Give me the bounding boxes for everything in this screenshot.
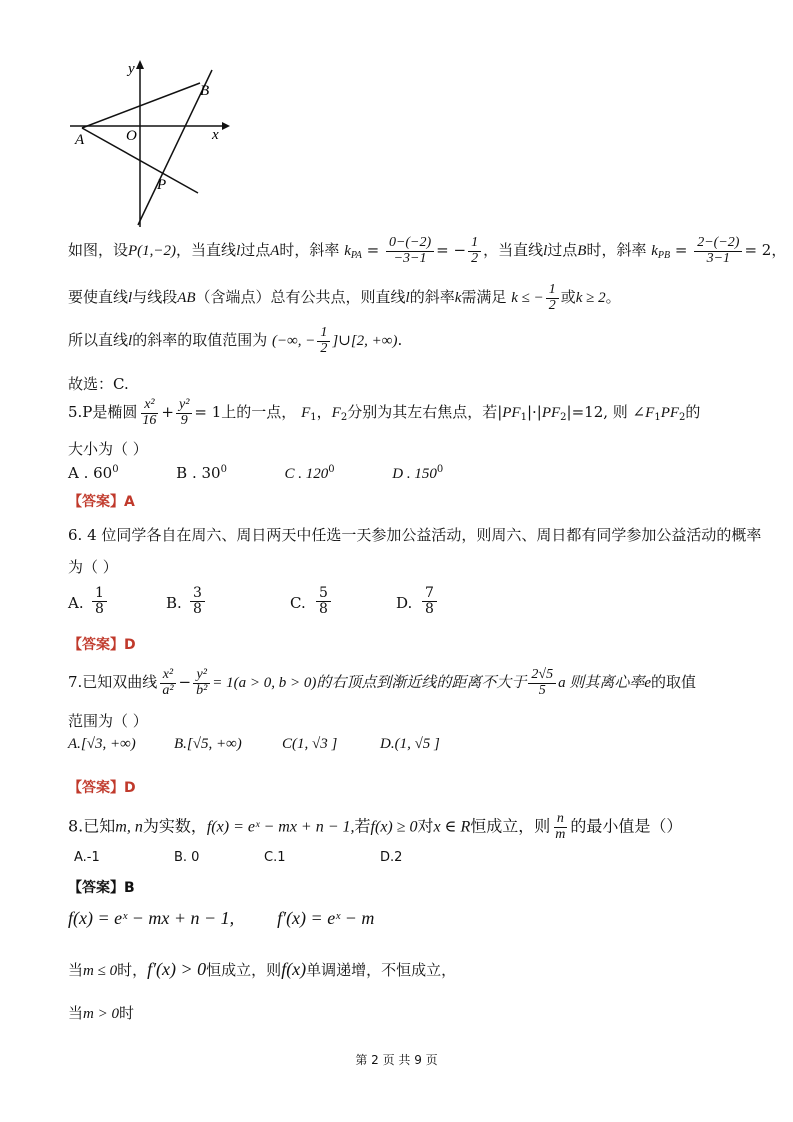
q7-option-c: C(1, √3 ] [282,736,338,752]
label-P: P [157,177,167,193]
q4-line-1: 如图，设P(1,−2)，当直线l过点A时，斜率 $k_{PA}$ = $\frac{0-(-2)}{-3-1}$ = − $\frac{1}{2}$ ，当直线l过点B时，斜率 $k_{PB}$ = $\frac{2-(-2)}{3-1}$ = 2， [68,235,787,266]
q7-answer: 【答案】D [68,780,136,796]
y-axis-arrow [136,60,144,69]
q7-stem: 7.已知双曲线 $\frac{\text{x²}}{\text{a²}}$ − $\frac{\text{y²}}{\text{b²}}$ = 1(a > 0, b > 0)的右顶点到渐近线的距离不大于 $\frac{2√5}{5}$ a 则其离心率e的取值 [68,667,697,698]
q8-frac: $\frac{n}{m}$ [555,811,566,842]
q8-answer: 【答案】B [68,880,135,896]
label-A: A [75,132,85,148]
q5-frac-y: $\frac{\text{y²}}{9}$ [176,398,192,428]
q6-frac-d: $\frac{7}{8}$ [422,586,437,616]
q6-option-a: A. [68,594,84,612]
q5-option-d: D . $150^0$ [392,464,444,482]
q7-option-b: B.[√5, +∞) [174,736,242,752]
q7-frac-y: $\frac{\text{y²}}{\text{b²}}$ [193,668,210,698]
q4-line-3: 所以直线l的斜率的取值范围为 (−∞, − $\frac{1}{2}$ ]∪[2, +∞). [68,325,403,356]
q6-frac-c: $\frac{5}{8}$ [316,586,331,616]
q6-options [68,586,568,626]
q6-stem: 6. 4 位同学各自在周六、周日两天中任选一天参加公益活动，则周六、周日都有同学参加公益活动的概率 [68,526,762,544]
q8-option-d: D.2 [380,850,403,865]
q5-option-c: C . $120^0$ [284,464,335,482]
q6-stem-2: 为（ ） [68,558,118,576]
label-O: O [126,128,137,144]
q6-frac-a: $\frac{1}{8}$ [92,586,107,616]
q6-frac-b: $\frac{3}{8}$ [190,586,205,616]
q7-frac-x: $\frac{\text{x²}}{\text{a²}}$ [159,668,176,698]
q6-answer: 【答案】D [68,637,136,653]
page-footer: 第 2 页 共 9 页 [355,1053,438,1067]
q8-options [74,850,434,872]
q8-option-b: B. 0 [174,850,200,865]
q5-option-b: B . $30^0$ [176,464,227,482]
q5-options [68,464,443,483]
q5-answer: 【答案】A [68,494,135,510]
q7-frac-dist: $\frac{2√5}{5}$ [528,668,556,698]
q8-stem: 8.已知m, n为实数，f(x) = eˣ − mx + n − 1,若f(x) ≥ 0对x ∈ R恒成立，则 $\frac{n}{m}$ 的最小值是（） [68,811,683,842]
kpb-fraction: $\frac{2-(-2)}{3-1}$ [694,236,742,266]
label-B: B [200,83,210,99]
label-y: y [128,61,135,77]
q8-derivation-2: 当m ≤ 0时，f′(x) > 0恒成立，则f(x)单调递增，不恒成立， [68,959,457,979]
q7-option-d: D.(1, √5 ] [380,736,440,752]
q7-option-a: A.[√3, +∞) [68,736,136,752]
q6-option-c: C. [290,594,306,612]
range-fraction: $\frac{1}{2}$ [317,326,330,356]
q5-frac-x: $\frac{\text{x²}}{16}$ [142,397,157,428]
q8-option-c: C.1 [264,850,286,865]
coordinate-figure [60,55,240,230]
label-x: x [212,127,219,143]
cond-fraction: $\frac{1}{2}$ [546,283,559,313]
line-A-B [82,83,200,128]
q8-option-a: A.-1 [74,850,100,865]
x-axis-arrow [222,122,230,130]
q5-stem: 5.P是椭圆 $\frac{\text{x²}}{16}$ + $\frac{\text{y²}}{9}$ = 1上的一点， $F_1$，$F_2$分别为其左右焦点，若$|PF_1|\cdot|PF_2|=12$, 则 $\angle F_1PF_2$的 [68,397,701,428]
q7-options [68,736,488,760]
q4-choice: 故选：C. [68,375,129,393]
kpa-fraction: $\frac{0-(-2)}{-3-1}$ [386,236,434,266]
q8-derivation-1: f(x) = eˣ − mx + n − 1, f′(x) = eˣ − m [68,908,375,928]
q8-derivation-3: 当m > 0时 [68,1004,134,1022]
q5-option-a: A . $60^0$ [68,464,119,482]
q6-option-b: B. [166,594,182,612]
kpa-result: $\frac{1}{2}$ [468,236,481,266]
q4-line-2: 要使直线l与线段AB（含端点）总有公共点，则直线l的斜率k需满足 k ≤ − $\frac{1}{2}$ 或k ≥ 2。 [68,282,621,313]
q7-stem-2: 范围为（ ） [68,712,148,730]
q5-stem-2: 大小为（ ） [68,440,148,458]
q6-option-d: D. [396,594,413,612]
